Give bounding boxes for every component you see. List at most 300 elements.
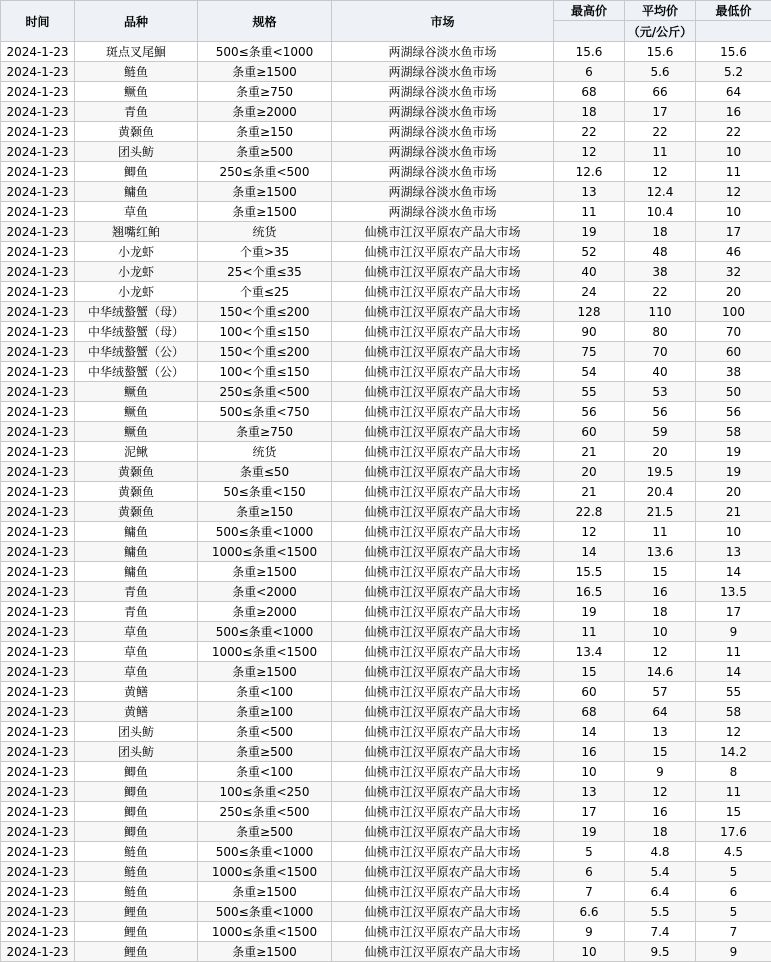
cell-date: 2024-1-23 bbox=[1, 922, 75, 942]
cell-kind: 中华绒螯蟹（公） bbox=[75, 342, 198, 362]
cell-kind: 小龙虾 bbox=[75, 242, 198, 262]
cell-max-price: 60 bbox=[554, 422, 625, 442]
cell-max-price: 10 bbox=[554, 942, 625, 962]
table-row bbox=[1, 822, 771, 842]
table-body bbox=[1, 42, 771, 962]
cell-date: 2024-1-23 bbox=[1, 682, 75, 702]
cell-market: 仙桃市江汉平原农产品大市场 bbox=[332, 262, 554, 282]
cell-kind: 草鱼 bbox=[75, 622, 198, 642]
table-row bbox=[1, 882, 771, 902]
cell-kind: 黄颡鱼 bbox=[75, 502, 198, 522]
cell-market: 仙桃市江汉平原农产品大市场 bbox=[332, 422, 554, 442]
cell-max-price: 12.6 bbox=[554, 162, 625, 182]
cell-spec: 500≤条重<1000 bbox=[198, 622, 332, 642]
cell-spec: 条重≥150 bbox=[198, 502, 332, 522]
cell-min-price: 20 bbox=[696, 282, 771, 302]
cell-min-price: 13.5 bbox=[696, 582, 771, 602]
cell-max-price: 11 bbox=[554, 622, 625, 642]
cell-spec: 条重≥1500 bbox=[198, 662, 332, 682]
table-row bbox=[1, 902, 771, 922]
cell-min-price: 38 bbox=[696, 362, 771, 382]
cell-date: 2024-1-23 bbox=[1, 262, 75, 282]
header-min-price: 最低价 bbox=[696, 1, 771, 21]
cell-avg-price: 15 bbox=[625, 562, 696, 582]
cell-max-price: 21 bbox=[554, 442, 625, 462]
cell-kind: 鲢鱼 bbox=[75, 862, 198, 882]
cell-date: 2024-1-23 bbox=[1, 722, 75, 742]
cell-max-price: 24 bbox=[554, 282, 625, 302]
cell-market: 两湖绿谷淡水鱼市场 bbox=[332, 202, 554, 222]
cell-avg-price: 12 bbox=[625, 642, 696, 662]
table-row bbox=[1, 182, 771, 202]
cell-market: 仙桃市江汉平原农产品大市场 bbox=[332, 242, 554, 262]
cell-market: 仙桃市江汉平原农产品大市场 bbox=[332, 402, 554, 422]
cell-spec: 1000≤条重<1500 bbox=[198, 862, 332, 882]
cell-date: 2024-1-23 bbox=[1, 802, 75, 822]
cell-max-price: 9 bbox=[554, 922, 625, 942]
cell-spec: 1000≤条重<1500 bbox=[198, 542, 332, 562]
cell-max-price: 17 bbox=[554, 802, 625, 822]
cell-spec: 条重≥2000 bbox=[198, 102, 332, 122]
cell-market: 仙桃市江汉平原农产品大市场 bbox=[332, 942, 554, 962]
cell-spec: 条重<100 bbox=[198, 762, 332, 782]
cell-market: 仙桃市江汉平原农产品大市场 bbox=[332, 882, 554, 902]
cell-max-price: 75 bbox=[554, 342, 625, 362]
cell-spec: 100<个重≤150 bbox=[198, 322, 332, 342]
header-avg-price: 平均价 bbox=[625, 1, 696, 21]
cell-min-price: 70 bbox=[696, 322, 771, 342]
table-row bbox=[1, 582, 771, 602]
cell-date: 2024-1-23 bbox=[1, 422, 75, 442]
cell-avg-price: 6.4 bbox=[625, 882, 696, 902]
cell-kind: 鲤鱼 bbox=[75, 902, 198, 922]
cell-kind: 小龙虾 bbox=[75, 282, 198, 302]
cell-date: 2024-1-23 bbox=[1, 182, 75, 202]
cell-kind: 黄鳝 bbox=[75, 702, 198, 722]
cell-market: 仙桃市江汉平原农产品大市场 bbox=[332, 282, 554, 302]
cell-market: 仙桃市江汉平原农产品大市场 bbox=[332, 482, 554, 502]
cell-min-price: 64 bbox=[696, 82, 771, 102]
cell-avg-price: 5.4 bbox=[625, 862, 696, 882]
table-row bbox=[1, 322, 771, 342]
cell-avg-price: 22 bbox=[625, 122, 696, 142]
cell-min-price: 8 bbox=[696, 762, 771, 782]
cell-spec: 250≤条重<500 bbox=[198, 162, 332, 182]
cell-kind: 鳙鱼 bbox=[75, 542, 198, 562]
cell-date: 2024-1-23 bbox=[1, 562, 75, 582]
cell-kind: 小龙虾 bbox=[75, 262, 198, 282]
cell-avg-price: 11 bbox=[625, 522, 696, 542]
cell-min-price: 16 bbox=[696, 102, 771, 122]
cell-max-price: 15 bbox=[554, 662, 625, 682]
cell-market: 仙桃市江汉平原农产品大市场 bbox=[332, 302, 554, 322]
cell-kind: 斑点叉尾鮰 bbox=[75, 42, 198, 62]
cell-max-price: 12 bbox=[554, 522, 625, 542]
cell-kind: 鳙鱼 bbox=[75, 182, 198, 202]
cell-max-price: 12 bbox=[554, 142, 625, 162]
cell-date: 2024-1-23 bbox=[1, 902, 75, 922]
table-row bbox=[1, 762, 771, 782]
cell-market: 仙桃市江汉平原农产品大市场 bbox=[332, 362, 554, 382]
cell-min-price: 21 bbox=[696, 502, 771, 522]
cell-market: 仙桃市江汉平原农产品大市场 bbox=[332, 682, 554, 702]
table-row bbox=[1, 502, 771, 522]
table-row bbox=[1, 782, 771, 802]
cell-spec: 条重≥2000 bbox=[198, 602, 332, 622]
cell-market: 仙桃市江汉平原农产品大市场 bbox=[332, 702, 554, 722]
cell-date: 2024-1-23 bbox=[1, 842, 75, 862]
cell-min-price: 60 bbox=[696, 342, 771, 362]
cell-min-price: 5 bbox=[696, 902, 771, 922]
cell-min-price: 15 bbox=[696, 802, 771, 822]
cell-avg-price: 10.4 bbox=[625, 202, 696, 222]
cell-spec: 500≤条重<1000 bbox=[198, 42, 332, 62]
cell-min-price: 19 bbox=[696, 462, 771, 482]
cell-date: 2024-1-23 bbox=[1, 522, 75, 542]
cell-avg-price: 20 bbox=[625, 442, 696, 462]
table-row bbox=[1, 122, 771, 142]
cell-min-price: 20 bbox=[696, 482, 771, 502]
cell-min-price: 10 bbox=[696, 142, 771, 162]
cell-min-price: 12 bbox=[696, 722, 771, 742]
cell-avg-price: 18 bbox=[625, 602, 696, 622]
table-row bbox=[1, 462, 771, 482]
table-row bbox=[1, 442, 771, 462]
cell-date: 2024-1-23 bbox=[1, 822, 75, 842]
cell-date: 2024-1-23 bbox=[1, 202, 75, 222]
cell-market: 仙桃市江汉平原农产品大市场 bbox=[332, 722, 554, 742]
cell-max-price: 60 bbox=[554, 682, 625, 702]
cell-spec: 条重≥1500 bbox=[198, 182, 332, 202]
cell-spec: 条重≥150 bbox=[198, 122, 332, 142]
cell-market: 两湖绿谷淡水鱼市场 bbox=[332, 62, 554, 82]
cell-date: 2024-1-23 bbox=[1, 662, 75, 682]
cell-min-price: 7 bbox=[696, 922, 771, 942]
cell-min-price: 11 bbox=[696, 782, 771, 802]
cell-market: 仙桃市江汉平原农产品大市场 bbox=[332, 602, 554, 622]
header-unit-left bbox=[554, 21, 625, 42]
cell-date: 2024-1-23 bbox=[1, 102, 75, 122]
table-row bbox=[1, 362, 771, 382]
cell-avg-price: 48 bbox=[625, 242, 696, 262]
cell-date: 2024-1-23 bbox=[1, 942, 75, 962]
cell-max-price: 10 bbox=[554, 762, 625, 782]
cell-avg-price: 17 bbox=[625, 102, 696, 122]
cell-date: 2024-1-23 bbox=[1, 382, 75, 402]
cell-max-price: 14 bbox=[554, 542, 625, 562]
table-row bbox=[1, 562, 771, 582]
cell-market: 仙桃市江汉平原农产品大市场 bbox=[332, 782, 554, 802]
cell-date: 2024-1-23 bbox=[1, 462, 75, 482]
cell-max-price: 56 bbox=[554, 402, 625, 422]
cell-min-price: 4.5 bbox=[696, 842, 771, 862]
cell-spec: 条重≥1500 bbox=[198, 202, 332, 222]
table-row bbox=[1, 262, 771, 282]
cell-spec: 条重<500 bbox=[198, 722, 332, 742]
cell-min-price: 14 bbox=[696, 662, 771, 682]
cell-market: 两湖绿谷淡水鱼市场 bbox=[332, 182, 554, 202]
cell-max-price: 68 bbox=[554, 82, 625, 102]
cell-spec: 500≤条重<1000 bbox=[198, 902, 332, 922]
table-row bbox=[1, 702, 771, 722]
cell-avg-price: 56 bbox=[625, 402, 696, 422]
cell-avg-price: 64 bbox=[625, 702, 696, 722]
cell-kind: 青鱼 bbox=[75, 582, 198, 602]
cell-max-price: 68 bbox=[554, 702, 625, 722]
cell-min-price: 10 bbox=[696, 522, 771, 542]
cell-max-price: 40 bbox=[554, 262, 625, 282]
cell-kind: 鳜鱼 bbox=[75, 402, 198, 422]
table-row bbox=[1, 482, 771, 502]
cell-kind: 泥鳅 bbox=[75, 442, 198, 462]
table-row bbox=[1, 402, 771, 422]
cell-max-price: 15.5 bbox=[554, 562, 625, 582]
cell-max-price: 16.5 bbox=[554, 582, 625, 602]
cell-avg-price: 14.6 bbox=[625, 662, 696, 682]
table-row bbox=[1, 842, 771, 862]
cell-min-price: 19 bbox=[696, 442, 771, 462]
cell-spec: 条重≤50 bbox=[198, 462, 332, 482]
cell-market: 两湖绿谷淡水鱼市场 bbox=[332, 42, 554, 62]
cell-max-price: 7 bbox=[554, 882, 625, 902]
cell-spec: 150<个重≤200 bbox=[198, 342, 332, 362]
cell-max-price: 6 bbox=[554, 62, 625, 82]
cell-max-price: 128 bbox=[554, 302, 625, 322]
header-unit: （元/公斤） bbox=[625, 21, 696, 42]
cell-kind: 鲢鱼 bbox=[75, 882, 198, 902]
cell-max-price: 13.4 bbox=[554, 642, 625, 662]
cell-avg-price: 5.6 bbox=[625, 62, 696, 82]
cell-kind: 鲫鱼 bbox=[75, 782, 198, 802]
cell-avg-price: 59 bbox=[625, 422, 696, 442]
cell-avg-price: 11 bbox=[625, 142, 696, 162]
cell-min-price: 12 bbox=[696, 182, 771, 202]
cell-spec: 条重≥750 bbox=[198, 82, 332, 102]
cell-max-price: 13 bbox=[554, 182, 625, 202]
cell-kind: 鲤鱼 bbox=[75, 942, 198, 962]
cell-date: 2024-1-23 bbox=[1, 122, 75, 142]
cell-market: 仙桃市江汉平原农产品大市场 bbox=[332, 862, 554, 882]
cell-min-price: 5 bbox=[696, 862, 771, 882]
cell-date: 2024-1-23 bbox=[1, 762, 75, 782]
cell-market: 仙桃市江汉平原农产品大市场 bbox=[332, 922, 554, 942]
cell-spec: 100<个重≤150 bbox=[198, 362, 332, 382]
cell-kind: 鳜鱼 bbox=[75, 82, 198, 102]
header-market: 市场 bbox=[332, 1, 554, 42]
cell-market: 两湖绿谷淡水鱼市场 bbox=[332, 102, 554, 122]
cell-avg-price: 4.8 bbox=[625, 842, 696, 862]
cell-max-price: 22.8 bbox=[554, 502, 625, 522]
cell-max-price: 20 bbox=[554, 462, 625, 482]
cell-avg-price: 53 bbox=[625, 382, 696, 402]
table-row bbox=[1, 42, 771, 62]
cell-date: 2024-1-23 bbox=[1, 582, 75, 602]
table-row bbox=[1, 642, 771, 662]
cell-max-price: 6.6 bbox=[554, 902, 625, 922]
cell-date: 2024-1-23 bbox=[1, 362, 75, 382]
cell-kind: 鳜鱼 bbox=[75, 382, 198, 402]
cell-market: 仙桃市江汉平原农产品大市场 bbox=[332, 742, 554, 762]
cell-spec: 条重≥1500 bbox=[198, 882, 332, 902]
cell-max-price: 13 bbox=[554, 782, 625, 802]
table-row bbox=[1, 682, 771, 702]
table-row bbox=[1, 422, 771, 442]
cell-kind: 中华绒螯蟹（母） bbox=[75, 322, 198, 342]
cell-min-price: 46 bbox=[696, 242, 771, 262]
cell-min-price: 55 bbox=[696, 682, 771, 702]
cell-market: 仙桃市江汉平原农产品大市场 bbox=[332, 502, 554, 522]
cell-kind: 青鱼 bbox=[75, 602, 198, 622]
cell-market: 仙桃市江汉平原农产品大市场 bbox=[332, 822, 554, 842]
cell-max-price: 90 bbox=[554, 322, 625, 342]
cell-avg-price: 18 bbox=[625, 822, 696, 842]
cell-date: 2024-1-23 bbox=[1, 142, 75, 162]
cell-market: 仙桃市江汉平原农产品大市场 bbox=[332, 322, 554, 342]
header-unit-right bbox=[696, 21, 771, 42]
cell-date: 2024-1-23 bbox=[1, 882, 75, 902]
cell-avg-price: 110 bbox=[625, 302, 696, 322]
table-row bbox=[1, 242, 771, 262]
cell-market: 仙桃市江汉平原农产品大市场 bbox=[332, 762, 554, 782]
cell-kind: 鲢鱼 bbox=[75, 842, 198, 862]
cell-spec: 条重<2000 bbox=[198, 582, 332, 602]
table-row bbox=[1, 342, 771, 362]
cell-market: 两湖绿谷淡水鱼市场 bbox=[332, 122, 554, 142]
cell-spec: 50≤条重<150 bbox=[198, 482, 332, 502]
cell-avg-price: 12.4 bbox=[625, 182, 696, 202]
cell-min-price: 32 bbox=[696, 262, 771, 282]
table-row bbox=[1, 282, 771, 302]
cell-spec: 条重≥100 bbox=[198, 702, 332, 722]
cell-market: 仙桃市江汉平原农产品大市场 bbox=[332, 662, 554, 682]
cell-spec: 条重≥500 bbox=[198, 742, 332, 762]
cell-max-price: 54 bbox=[554, 362, 625, 382]
cell-min-price: 56 bbox=[696, 402, 771, 422]
cell-min-price: 17.6 bbox=[696, 822, 771, 842]
cell-avg-price: 22 bbox=[625, 282, 696, 302]
cell-avg-price: 15.6 bbox=[625, 42, 696, 62]
cell-avg-price: 16 bbox=[625, 802, 696, 822]
cell-kind: 黄颡鱼 bbox=[75, 482, 198, 502]
cell-date: 2024-1-23 bbox=[1, 342, 75, 362]
table-row bbox=[1, 162, 771, 182]
cell-market: 仙桃市江汉平原农产品大市场 bbox=[332, 842, 554, 862]
cell-avg-price: 80 bbox=[625, 322, 696, 342]
cell-min-price: 6 bbox=[696, 882, 771, 902]
cell-market: 仙桃市江汉平原农产品大市场 bbox=[332, 442, 554, 462]
cell-avg-price: 20.4 bbox=[625, 482, 696, 502]
cell-kind: 鲤鱼 bbox=[75, 922, 198, 942]
cell-kind: 青鱼 bbox=[75, 102, 198, 122]
cell-spec: 250≤条重<500 bbox=[198, 802, 332, 822]
cell-max-price: 19 bbox=[554, 602, 625, 622]
cell-spec: 条重≥1500 bbox=[198, 62, 332, 82]
cell-date: 2024-1-23 bbox=[1, 622, 75, 642]
cell-max-price: 21 bbox=[554, 482, 625, 502]
cell-min-price: 14.2 bbox=[696, 742, 771, 762]
cell-max-price: 18 bbox=[554, 102, 625, 122]
table-row bbox=[1, 222, 771, 242]
cell-spec: 条重≥500 bbox=[198, 822, 332, 842]
cell-min-price: 9 bbox=[696, 622, 771, 642]
cell-market: 仙桃市江汉平原农产品大市场 bbox=[332, 542, 554, 562]
cell-avg-price: 70 bbox=[625, 342, 696, 362]
cell-avg-price: 66 bbox=[625, 82, 696, 102]
cell-spec: 条重≥1500 bbox=[198, 562, 332, 582]
header-spec: 规格 bbox=[198, 1, 332, 42]
cell-max-price: 14 bbox=[554, 722, 625, 742]
cell-date: 2024-1-23 bbox=[1, 62, 75, 82]
cell-kind: 中华绒螯蟹（母） bbox=[75, 302, 198, 322]
cell-min-price: 58 bbox=[696, 702, 771, 722]
cell-market: 仙桃市江汉平原农产品大市场 bbox=[332, 382, 554, 402]
table-row bbox=[1, 62, 771, 82]
cell-market: 仙桃市江汉平原农产品大市场 bbox=[332, 582, 554, 602]
cell-avg-price: 12 bbox=[625, 162, 696, 182]
cell-min-price: 9 bbox=[696, 942, 771, 962]
cell-avg-price: 19.5 bbox=[625, 462, 696, 482]
cell-spec: 150<个重≤200 bbox=[198, 302, 332, 322]
cell-date: 2024-1-23 bbox=[1, 282, 75, 302]
cell-max-price: 19 bbox=[554, 222, 625, 242]
cell-kind: 鳜鱼 bbox=[75, 422, 198, 442]
cell-avg-price: 18 bbox=[625, 222, 696, 242]
cell-market: 仙桃市江汉平原农产品大市场 bbox=[332, 522, 554, 542]
cell-date: 2024-1-23 bbox=[1, 242, 75, 262]
table-row bbox=[1, 142, 771, 162]
cell-market: 仙桃市江汉平原农产品大市场 bbox=[332, 902, 554, 922]
cell-kind: 黄鳝 bbox=[75, 682, 198, 702]
cell-min-price: 50 bbox=[696, 382, 771, 402]
cell-min-price: 5.2 bbox=[696, 62, 771, 82]
cell-market: 两湖绿谷淡水鱼市场 bbox=[332, 162, 554, 182]
cell-avg-price: 9.5 bbox=[625, 942, 696, 962]
table-row bbox=[1, 862, 771, 882]
table-row bbox=[1, 82, 771, 102]
cell-kind: 鲫鱼 bbox=[75, 802, 198, 822]
cell-market: 仙桃市江汉平原农产品大市场 bbox=[332, 462, 554, 482]
cell-spec: 条重≥750 bbox=[198, 422, 332, 442]
cell-spec: 个重>35 bbox=[198, 242, 332, 262]
cell-kind: 鲫鱼 bbox=[75, 822, 198, 842]
cell-avg-price: 16 bbox=[625, 582, 696, 602]
cell-kind: 鳙鱼 bbox=[75, 562, 198, 582]
cell-date: 2024-1-23 bbox=[1, 222, 75, 242]
cell-spec: 25<个重≤35 bbox=[198, 262, 332, 282]
cell-spec: 条重<100 bbox=[198, 682, 332, 702]
cell-date: 2024-1-23 bbox=[1, 442, 75, 462]
cell-kind: 黄颡鱼 bbox=[75, 462, 198, 482]
cell-min-price: 17 bbox=[696, 222, 771, 242]
cell-min-price: 15.6 bbox=[696, 42, 771, 62]
cell-min-price: 17 bbox=[696, 602, 771, 622]
header-kind: 品种 bbox=[75, 1, 198, 42]
cell-max-price: 19 bbox=[554, 822, 625, 842]
cell-date: 2024-1-23 bbox=[1, 482, 75, 502]
cell-date: 2024-1-23 bbox=[1, 302, 75, 322]
cell-spec: 500≤条重<1000 bbox=[198, 842, 332, 862]
cell-max-price: 15.6 bbox=[554, 42, 625, 62]
cell-market: 仙桃市江汉平原农产品大市场 bbox=[332, 802, 554, 822]
cell-max-price: 16 bbox=[554, 742, 625, 762]
cell-min-price: 11 bbox=[696, 642, 771, 662]
cell-max-price: 52 bbox=[554, 242, 625, 262]
cell-spec: 250≤条重<500 bbox=[198, 382, 332, 402]
cell-min-price: 14 bbox=[696, 562, 771, 582]
cell-max-price: 55 bbox=[554, 382, 625, 402]
cell-max-price: 5 bbox=[554, 842, 625, 862]
cell-date: 2024-1-23 bbox=[1, 402, 75, 422]
